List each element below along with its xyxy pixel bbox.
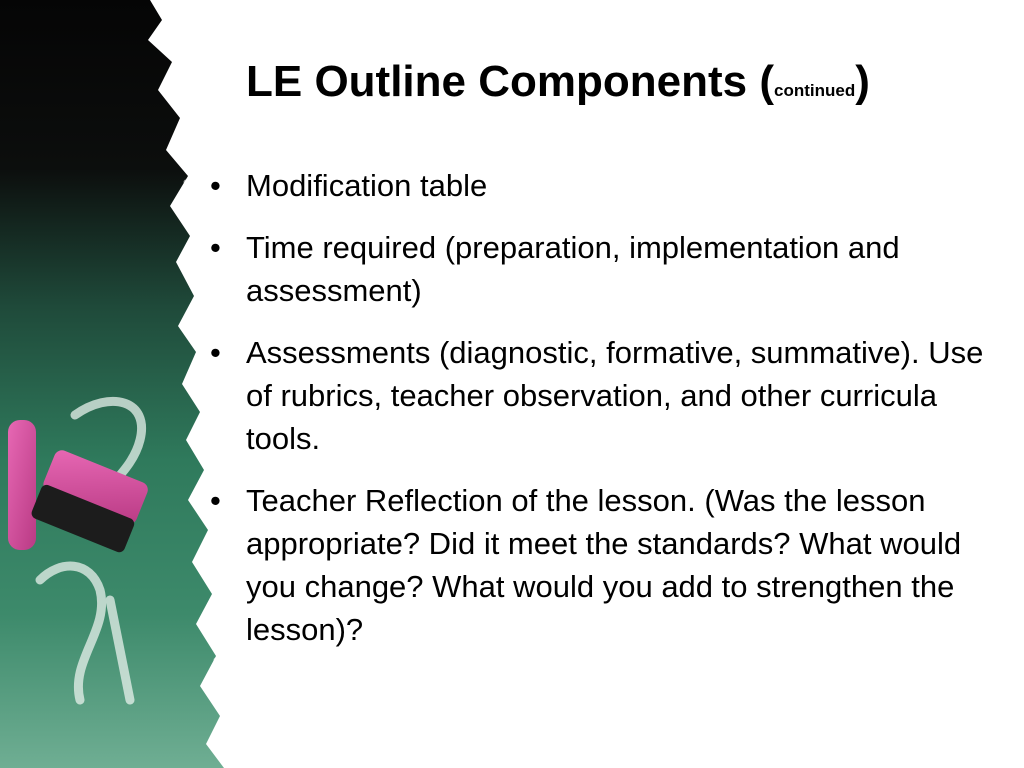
title-main: LE Outline Components ( — [246, 57, 774, 106]
bullet-text: Teacher Reflection of the lesson. (Was the lesson appropriate? Did it meet the standards? What would you change? What would you add to strengthen the lesson)? — [246, 483, 962, 647]
bullet-dot: • — [210, 168, 221, 203]
bullet-text: Assessments (diagnostic, formative, summative). Use of rubrics, teacher observation, and other curricula tools. — [246, 335, 984, 456]
chalkboard-image — [0, 0, 240, 768]
title-close: ) — [855, 57, 870, 106]
bullet-text: Time required (preparation, implementation and assessment) — [246, 230, 900, 308]
bullet-item — [206, 164, 986, 207]
bullet-text: Modification table — [246, 168, 488, 203]
bullet-dot: • — [210, 335, 221, 370]
bullet-item — [206, 479, 986, 651]
bullet-item — [206, 331, 986, 460]
bullet-dot: • — [210, 230, 221, 265]
bullet-item — [206, 226, 986, 312]
slide-title — [246, 52, 870, 121]
bullet-list — [206, 164, 986, 670]
title-continued: continued — [773, 81, 856, 100]
bullet-dot: • — [210, 483, 221, 518]
